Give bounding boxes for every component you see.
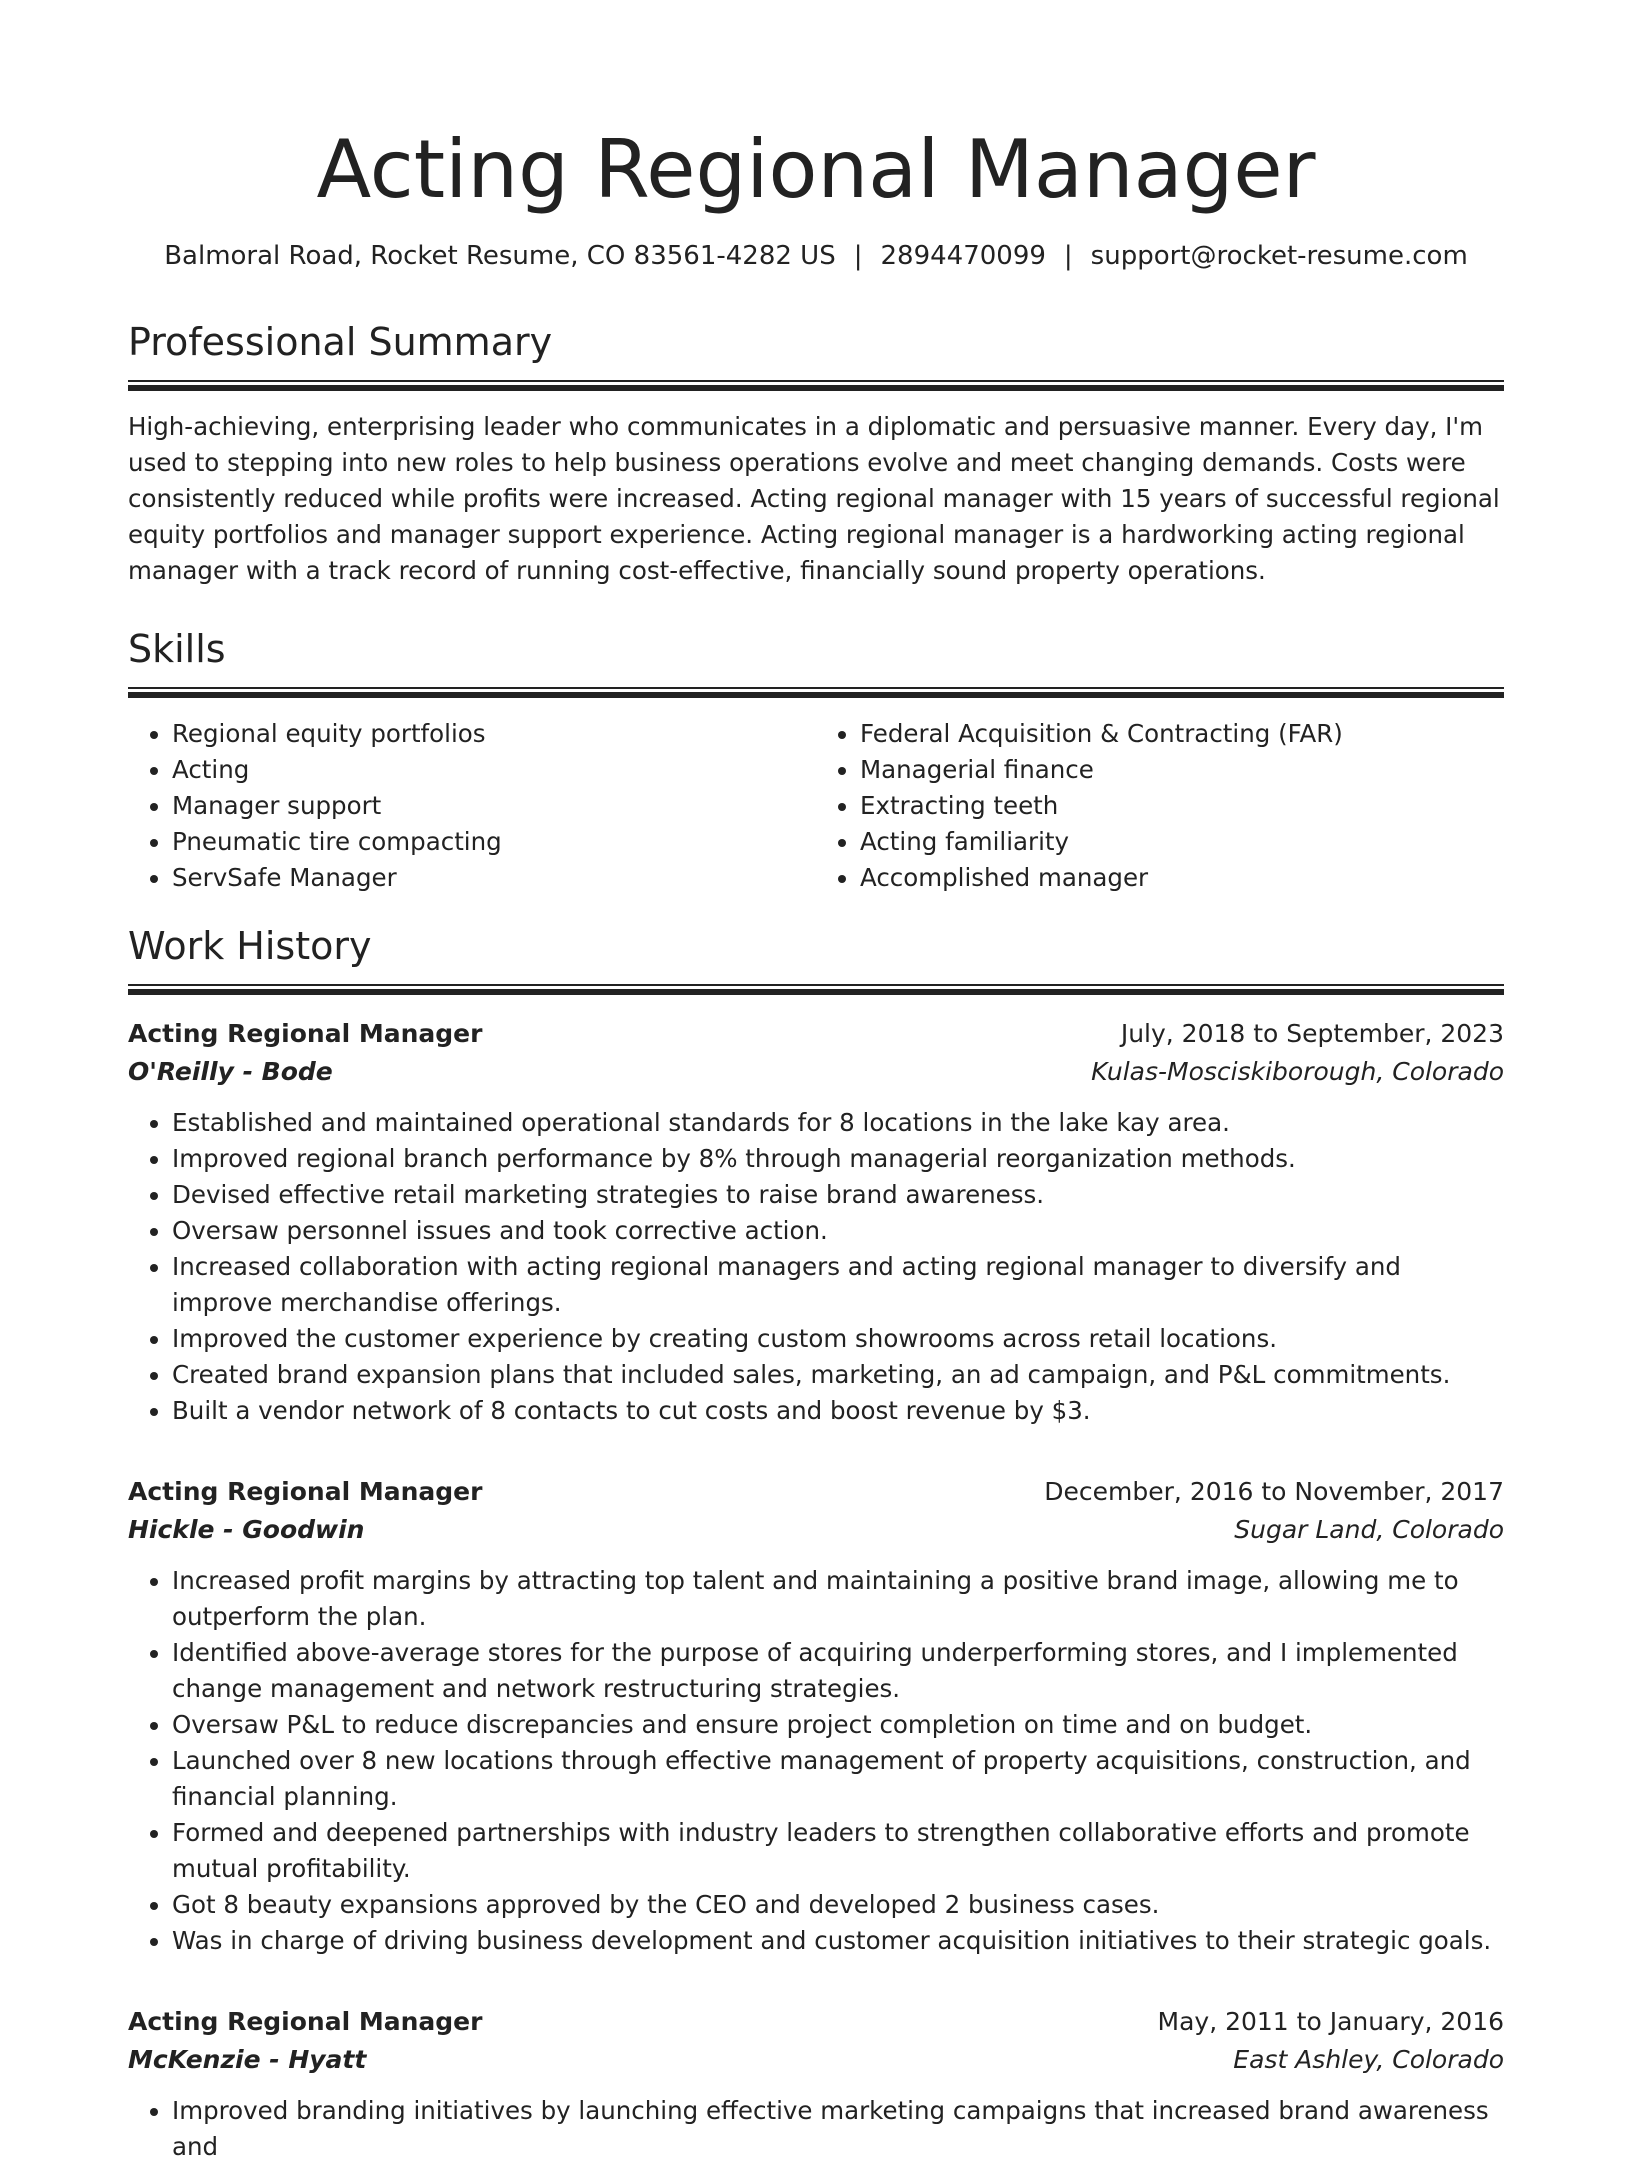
job-bullet: • Oversaw personnel issues and took corrective action. [172,1213,1504,1249]
job-bullet: • Formed and deepened partnerships with industry leaders to strengthen collaborative efforts and promote mutual profitability. [172,1815,1504,1887]
skill-item: • Extracting teeth [860,788,1504,824]
job-title: Acting Regional Manager [128,1477,483,1506]
job-bullet: • Launched over 8 new locations through effective management of property acquisitions, construction, and financial planning. [172,1743,1504,1815]
job-bullet: • Created brand expansion plans that included sales, marketing, an ad campaign, and P&L commitments. [172,1357,1504,1393]
skill-item: • ServSafe Manager [172,860,816,896]
job-company: Hickle - Goodwin [128,1515,365,1544]
job-header-row [128,1015,1504,1053]
job-entry [128,1473,1504,1959]
job-company-row [128,1053,1504,1091]
section-divider [128,380,1504,391]
job-header-row [128,2003,1504,2041]
job-bullets [128,2093,1504,2165]
job-bullet: • Improved regional branch performance by 8% through managerial reorganization methods. [172,1141,1504,1177]
resume-name: Acting Regional Manager [316,123,1316,216]
job-company: McKenzie - Hyatt [128,2045,367,2074]
skills-list-right [816,716,1504,896]
job-title: Acting Regional Manager [128,1019,483,1048]
contact-email: support@rocket-resume.com [1090,241,1468,271]
resume-page [128,0,1504,2165]
job-bullet: • Increased collaboration with acting regional managers and acting regional manager to diversify and improve merchandise offerings. [172,1249,1504,1321]
job-bullet: • Oversaw P&L to reduce discrepancies and ensure project completion on time and on budget. [172,1707,1504,1743]
work-history-section [128,922,1504,2165]
summary-section [128,318,1504,589]
job-dates: December, 2016 to November, 2017 [1044,1477,1504,1506]
skill-item: • Regional equity portfolios [172,716,816,752]
summary-text: High-achieving, enterprising leader who communicates in a diplomatic and persuasive manner. Every day, I'm used to stepping into new roles to help business operations evolve and meet changing demands. Costs were consistently reduced while profits were increased. Acting regional manager with 15 years of successful regional equity portfolios and manager support experience. Acting regional manager is a hardworking acting regional manager with a track record of running cost-effective, financially sound property operations. [128,412,1500,585]
skills-columns [128,716,1504,896]
skill-item: • Acting familiarity [860,824,1504,860]
job-dates: May, 2011 to January, 2016 [1157,2007,1504,2036]
job-company-row [128,1511,1504,1549]
job-bullet: • Devised effective retail marketing strategies to raise brand awareness. [172,1177,1504,1213]
job-bullet: • Increased profit margins by attracting top talent and maintaining a positive brand image, allowing me to outperform the plan. [172,1563,1504,1635]
skill-item: • Managerial finance [860,752,1504,788]
job-location: Kulas-Mosciskiborough, Colorado [1091,1057,1504,1086]
skill-item: • Acting [172,752,816,788]
contact-phone: 2894470099 [880,241,1046,271]
skill-item: • Manager support [172,788,816,824]
contact-separator: | [1063,241,1073,271]
job-entry [128,1015,1504,1429]
skills-section [128,625,1504,896]
job-location: Sugar Land, Colorado [1234,1515,1504,1544]
skills-list-left [128,716,816,896]
section-divider [128,984,1504,995]
job-bullet: • Established and maintained operational standards for 8 locations in the lake kay area. [172,1105,1504,1141]
job-company: O'Reilly - Bode [128,1057,333,1086]
job-bullets [128,1563,1504,1959]
job-company-row [128,2041,1504,2079]
job-bullet: • Improved branding initiatives by launching effective marketing campaigns that increased brand awareness and [172,2093,1504,2165]
section-title-summary: Professional Summary [128,320,553,364]
job-bullets [128,1105,1504,1429]
skill-item: • Accomplished manager [860,860,1504,896]
section-title-work-history: Work History [128,924,372,968]
skill-item: • Federal Acquisition & Contracting (FAR) [860,716,1504,752]
contact-address: Balmoral Road, Rocket Resume, CO 83561-4282 US [164,241,836,271]
job-header-row [128,1473,1504,1511]
job-bullet: • Got 8 beauty expansions approved by the CEO and developed 2 business cases. [172,1887,1504,1923]
contact-separator: | [853,241,863,271]
contact-line [128,238,1504,274]
section-divider [128,687,1504,698]
job-bullet: • Identified above-average stores for the purpose of acquiring underperforming stores, and I implemented change management and network restructuring strategies. [172,1635,1504,1707]
job-dates: July, 2018 to September, 2023 [1120,1019,1504,1048]
section-title-skills: Skills [128,627,226,671]
job-entry [128,2003,1504,2165]
job-bullet: • Built a vendor network of 8 contacts to cut costs and boost revenue by $3. [172,1393,1504,1429]
job-bullet: • Was in charge of driving business development and customer acquisition initiatives to their strategic goals. [172,1923,1504,1959]
job-bullet: • Improved the customer experience by creating custom showrooms across retail locations. [172,1321,1504,1357]
job-title: Acting Regional Manager [128,2007,483,2036]
job-location: East Ashley, Colorado [1233,2045,1504,2074]
skill-item: • Pneumatic tire compacting [172,824,816,860]
